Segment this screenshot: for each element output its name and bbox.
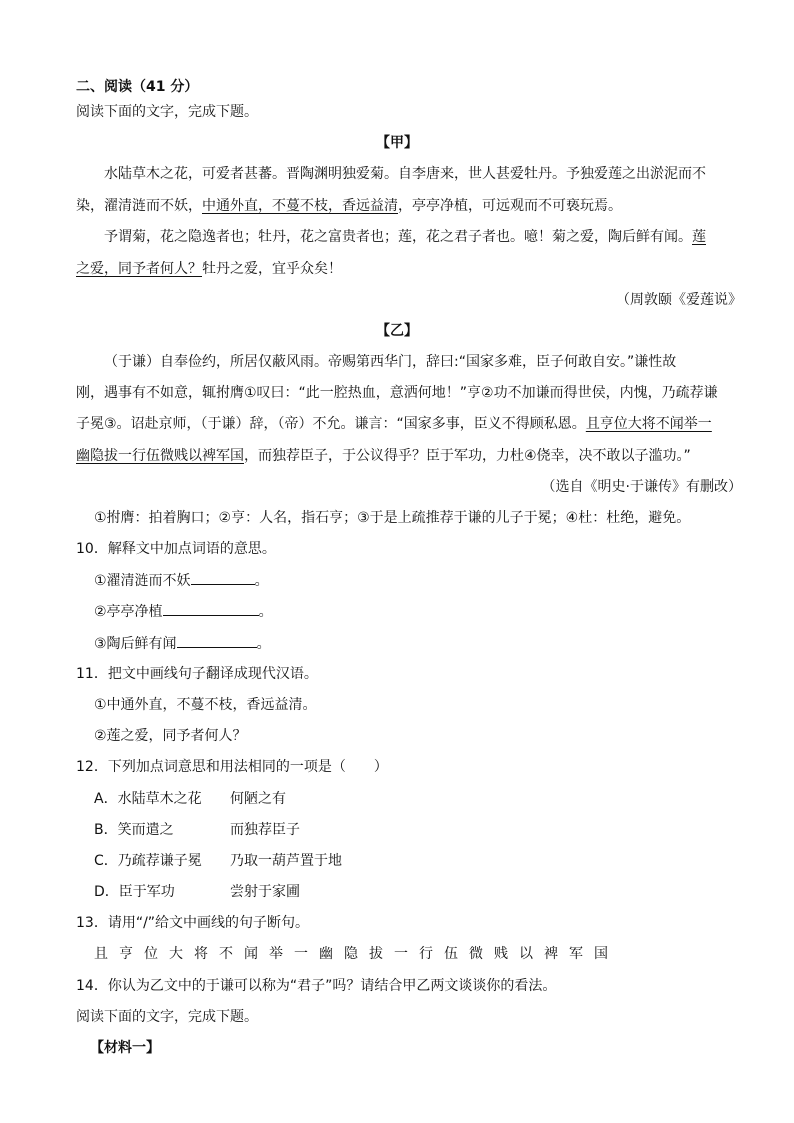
text-segment: 子冕③。诏赴京师，（于谦）辞，（帝）不允。谦言：“国家多事，臣义不得顾私恩。 (76, 416, 586, 432)
reading-intro: 阅读下面的文字，完成下题。 (76, 104, 258, 120)
passage-yi-source: （选自《明史·于谦传》有删改） (541, 479, 742, 495)
passage-yi-notes: ①拊膺：拍着胸口；②亨：人名，指石亨；③于是上疏推荐于谦的儿子于冕；④杜：杜绝，避免。 (94, 510, 691, 526)
question-10-item-1 (94, 570, 269, 591)
text-segment: ，而独荐臣子，于公议得乎？臣于军功，力杜④侥幸，决不敢以子滥功。” (244, 448, 691, 464)
item-end: 。 (254, 573, 269, 589)
question-12-option-b[interactable] (94, 820, 300, 840)
section-title: 二、阅读（41 分） (76, 79, 199, 95)
question-12-stem: 12．下列加点词意思和用法相同的一项是（ ） (76, 759, 388, 775)
reading-intro-2: 阅读下面的文字，完成下题。 (76, 1009, 258, 1025)
question-13-sentence: 且亨位大将不闻举一幽隐拔一行伍微贱以裨军国 (94, 946, 619, 962)
material-1-heading: 【材料一】 (90, 1040, 160, 1056)
underlined-sentence: 之爱，同予者何人？ (76, 261, 202, 277)
answer-blank[interactable] (177, 633, 257, 648)
question-13-stem: 13．请用“/”给文中画线的句子断句。 (76, 915, 310, 931)
option-right: 何陋之有 (230, 791, 286, 807)
question-12-option-d[interactable] (94, 882, 300, 902)
option-left: B．笑而遣之 (94, 822, 174, 838)
answer-blank[interactable] (191, 570, 255, 585)
passage-yi-line1: （于谦）自奉俭约，所居仅蔽风雨。帝赐第西华门，辞曰:“国家多难，臣子何敢自安。”谦性故 (104, 354, 677, 370)
option-right: 乃取一葫芦置于地 (230, 853, 342, 869)
passage-jia-heading: 【甲】 (376, 135, 418, 151)
item-text: ②亭亭净植 (94, 604, 163, 620)
question-11-item-1: ①中通外直，不蔓不枝，香远益清。 (94, 697, 317, 713)
item-end: 。 (258, 604, 273, 620)
text-segment: 染，濯清涟而不妖， (76, 198, 202, 214)
item-text: ①濯清涟而不妖 (94, 573, 191, 589)
question-12-option-c[interactable] (94, 851, 342, 871)
question-10-stem: 10．解释文中加点词语的意思。 (76, 541, 276, 557)
passage-jia-p1-line1: 水陆草木之花，可爱者甚蕃。晋陶渊明独爱菊。自李唐来，世人甚爱牡丹。予独爱莲之出淤泥而不 (104, 166, 706, 182)
answer-blank[interactable] (163, 601, 259, 616)
passage-yi-heading: 【乙】 (376, 323, 418, 339)
passage-jia-p2-line1 (104, 227, 706, 247)
underlined-sentence: 中通外直，不蔓不枝，香远益清 (202, 198, 398, 214)
item-end: 。 (256, 636, 271, 652)
text-segment: ，亭亭净植，可远观而不可亵玩焉。 (398, 198, 622, 214)
option-right: 而独荐臣子 (230, 822, 300, 838)
underlined-sentence: 莲 (692, 229, 706, 245)
passage-yi-line3 (76, 414, 712, 434)
passage-jia-p2-line2 (76, 259, 342, 279)
option-right: 尝射于家圃 (230, 884, 300, 900)
passage-jia-source: （周敦颐《爱莲说》 (616, 292, 742, 308)
option-left: D．臣于军功 (94, 884, 175, 900)
item-text: ③陶后鲜有闻 (94, 636, 177, 652)
underlined-sentence: 且亨位大将不闻举一 (585, 416, 712, 432)
passage-yi-line2: 刚，遇事有不如意，辄拊膺①叹曰：“此一腔热血，意洒何地！”亨②功不加谦而得世侯，内愧，乃疏荐谦 (76, 385, 718, 401)
passage-jia-p1-line2 (76, 196, 622, 216)
question-12-option-a[interactable] (94, 789, 286, 809)
text-segment: 牡丹之爱，宜乎众矣！ (202, 261, 342, 277)
underlined-sentence: 幽隐拔一行伍微贱以裨军国 (76, 448, 244, 464)
question-11-item-2: ②莲之爱，同予者何人？ (94, 728, 247, 744)
question-10-item-2 (94, 601, 273, 622)
option-left: C．乃疏荐谦子冕 (94, 853, 202, 869)
text-segment: 予谓菊，花之隐逸者也；牡丹，花之富贵者也；莲，花之君子者也。噫！菊之爱，陶后鲜有闻。 (104, 229, 692, 245)
option-left: A．水陆草木之花 (94, 791, 202, 807)
question-10-item-3 (94, 633, 271, 654)
passage-yi-line4 (76, 446, 691, 466)
question-11-stem: 11．把文中画线句子翻译成现代汉语。 (76, 666, 318, 682)
question-14-stem: 14．你认为乙文中的于谦可以称为“君子”吗？请结合甲乙两文谈谈你的看法。 (76, 978, 557, 994)
